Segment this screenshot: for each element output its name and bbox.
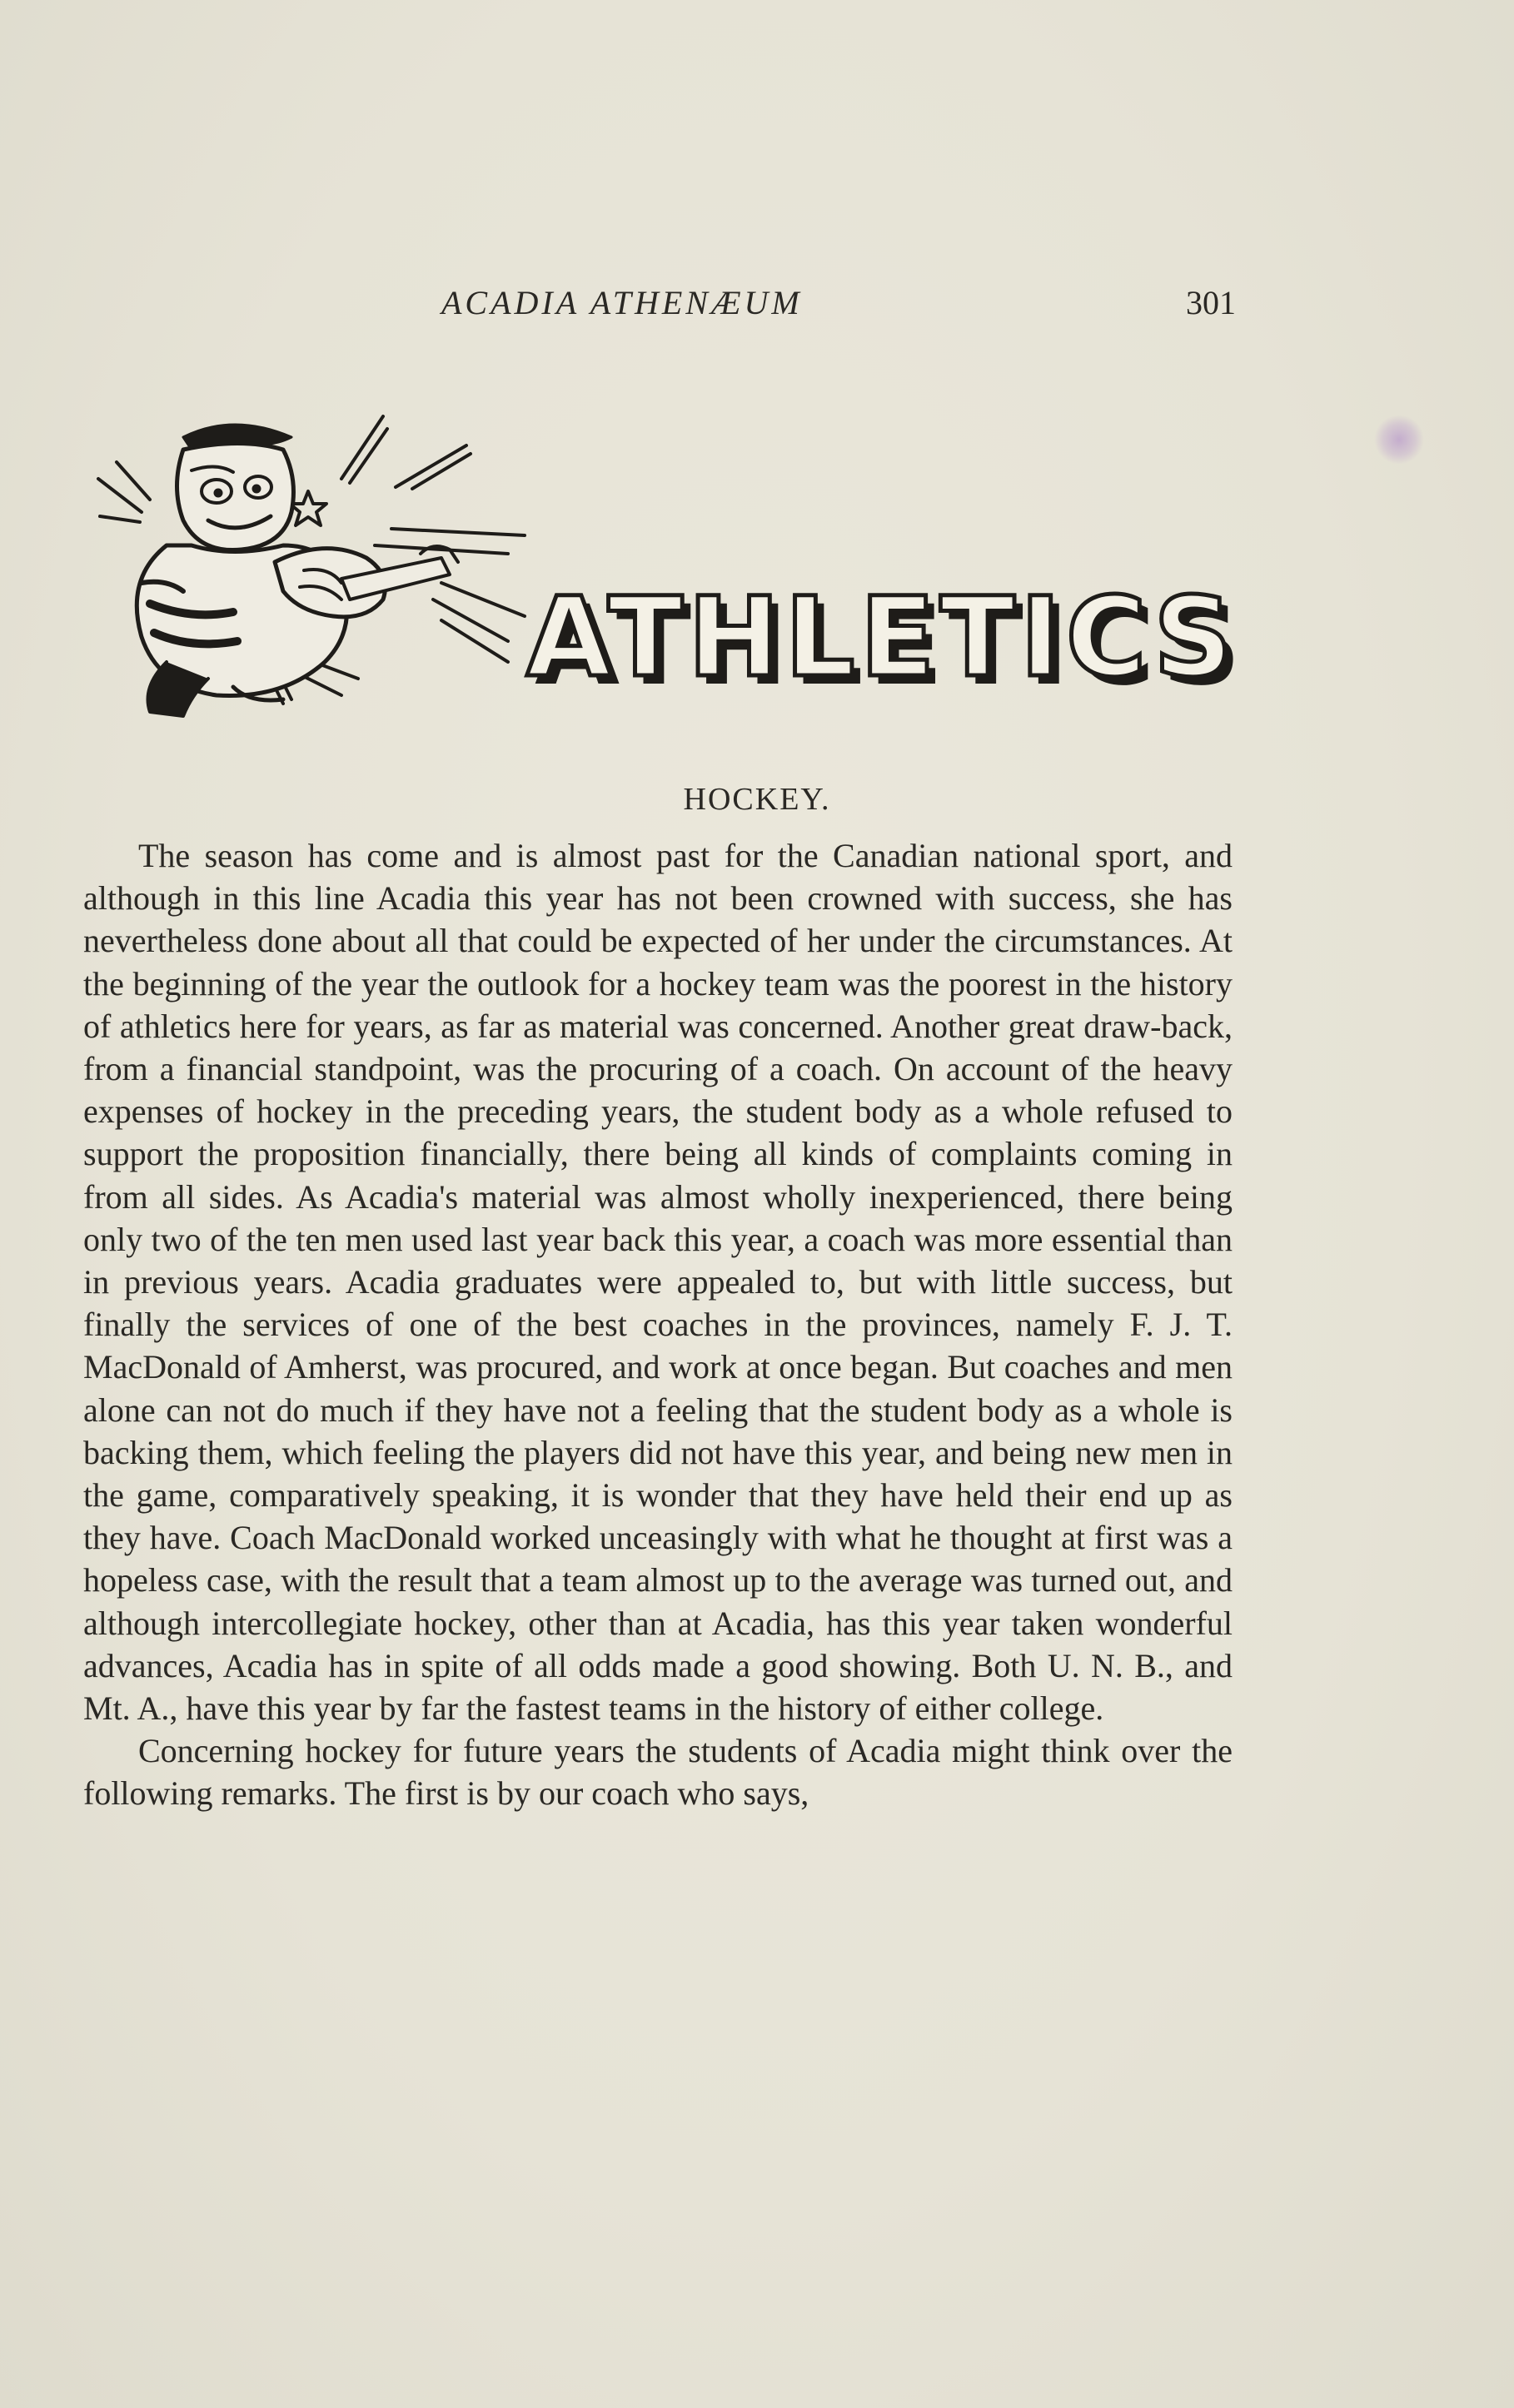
paragraph: The season has come and is almost past for the Canadian national sport, and although in this line Acadia this year has not been crowned with success, she has nevertheless done about all that could be expected of her under the circumstances. At the beginning of the year the outlook for a hockey team was the poorest in the history of athletics here for years, as far as material was concerned. Another great draw-back, from a financial standpoint, was the procuring of a coach. On account of the heavy expenses of hockey in the preceding years, the student body as a whole refused to support the proposition financially, there being all kinds of complaints coming in from all sides. As Acadia's material was almost wholly inexperienced, there being only two of the ten men used last year back this year, a coach was more essential than in previous years. Acadia graduates were appealed to, but with little success, but finally the services of one of the best coaches in the provinces, namely F. J. T. MacDonald of Amherst, was procured, and work at once began. But coaches and men alone can not do much if they have not a feeling that the student body as a whole is backing them, which feeling the players did not have this year, and being new men in the game, comparatively speaking, it is wonder that they have held their end up as they have. Coach MacDonald worked unceasingly with what he thought at first was a hopeless case, with the result that a team almost up to the average was turned out, and although intercollegiate hockey, other than at Acadia, has this year taken wonderful advances, Acadia has in spite of all odds made a good showing. Both U. N. B., and Mt. A., have this year by far the fastest teams in the history of either college. [83,837,1233,1728]
ink-stain [1374,415,1424,465]
paragraph: Concerning hockey for future years the students of Acadia might think over the following remarks. The first is by our coach who says, [83,1732,1233,1813]
running-title: ACADIA ATHENÆUM [441,284,803,321]
article-body [83,834,1233,1815]
page-number: 301 [1186,284,1236,321]
article-heading: HOCKEY. [683,782,831,817]
athletics-title: ATHLETICS [526,574,1238,702]
